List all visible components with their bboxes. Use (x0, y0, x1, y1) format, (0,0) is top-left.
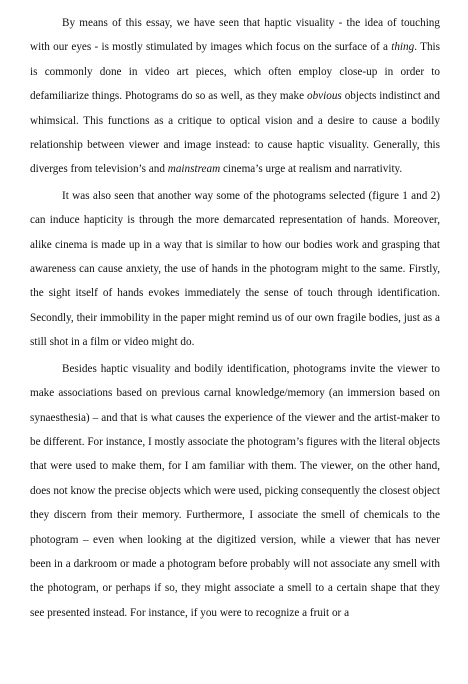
paragraph-1 (30, 11, 440, 182)
paragraph-3-text: Besides haptic visuality and bodily identification, photograms invite the viewer to make associations based on previous carnal knowledge/memory (an immersion based on synaesthesia) – and that is what causes the experience of the viewer and the artist-maker to be different. For instance, I mostly associate the photogram’s figures with the literal objects that were used to make them, for I am familiar with them. The viewer, on the other hand, does not know the precise objects which were used, picking consequently the closest object they discern from their memory. Furthermore, I associate the smell of chemicals to the photogram – even when looking at the digitized version, while a viewer that has never been in a darkroom or made a photogram before probably will not associate any smell with the photogram, or perhaps if so, they might associate a smell to a certain shape that they see presented instead. For instance, if you were to recognize a fruit or a (30, 362, 440, 619)
paragraph-1-text-4: cinema’s urge at realism and narrativity. (220, 163, 403, 176)
paragraph-3 (30, 357, 440, 625)
paragraph-1-text-1: By means of this essay, we have seen that haptic visuality - the idea of touching with our eyes - is mostly stimulated by images which focus on the surface of a (30, 17, 440, 54)
paragraph-1-text-3: objects indistinct and whimsical. This functions as a critique to optical vision and a desire to cause a bodily relationship between viewer and image instead: to cause haptic visuality. Generally, this diverges from television’s and (30, 90, 440, 176)
paragraph-2-text: It was also seen that another way some of the photograms selected (figure 1 and 2) can induce hapticity is through the more demarcated representation of hands. Moreover, alike cinema is made up in a way that is similar to how our bodies work and grasping that awareness can cause anxiety, the use of hands in the photogram might to the same. Firstly, the sight itself of hands evokes immediately the sense of touch through identification. Secondly, their immobility in the paper might remind us of our own fragile bodies, just as a still shot in a film or video might do. (30, 189, 440, 349)
paragraph-2 (30, 184, 440, 355)
paragraph-1-italic-mainstream: mainstream (167, 163, 221, 176)
document-page (30, 11, 440, 627)
paragraph-1-italic-obvious: obvious (306, 90, 342, 103)
paragraph-1-italic-thing: thing (391, 41, 415, 54)
paragraph-1-text-2: . This is commonly done in video art pieces, which often employ close-up in order to defamiliarize things. Photograms do so as well, as they make (30, 41, 440, 103)
